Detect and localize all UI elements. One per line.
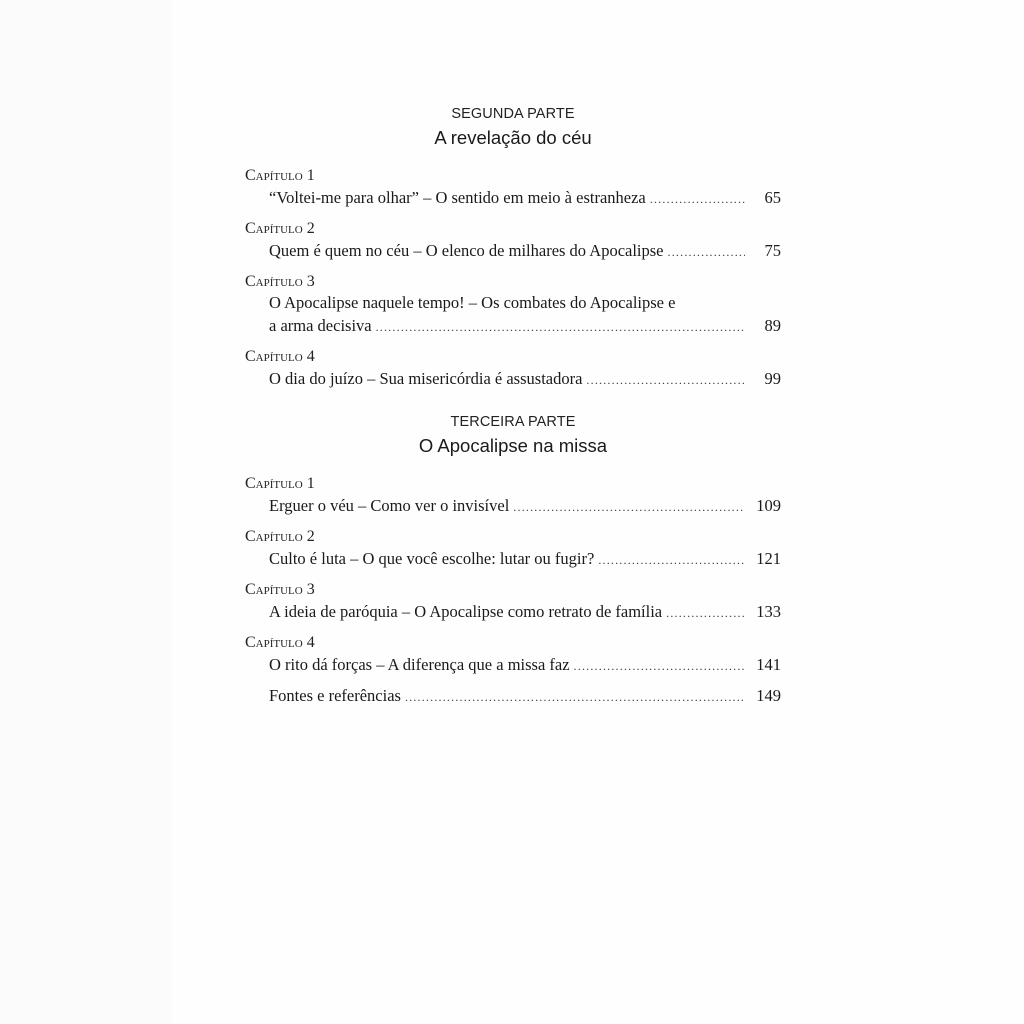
chapter-label: Capítulo 1 xyxy=(245,475,315,492)
chapter-label: Capítulo 3 xyxy=(245,273,315,290)
page-number: 65 xyxy=(764,188,781,207)
chapter-title-link[interactable] xyxy=(245,547,781,569)
dot-leader xyxy=(586,367,745,389)
part-title: O Apocalipse na missa xyxy=(418,435,608,456)
page-number: 99 xyxy=(764,369,781,388)
dot-leader xyxy=(666,600,745,622)
part-title: A revelação do céu xyxy=(434,127,592,148)
chapter-title: A ideia de paróquia – O Apocalipse como retrato de família xyxy=(269,602,663,621)
chapter-entry xyxy=(245,166,781,208)
page-number: 75 xyxy=(764,241,781,260)
sources-references-title: Fontes e referências xyxy=(269,686,401,705)
chapter-entry xyxy=(245,474,781,516)
chapter-title-link[interactable] xyxy=(245,653,781,675)
chapter-title: Quem é quem no céu – O elenco de milhares do Apocalipse xyxy=(269,241,664,260)
part-section xyxy=(245,412,781,706)
chapter-title-link[interactable] xyxy=(245,600,781,622)
page-number: 133 xyxy=(756,602,781,621)
chapter-entry xyxy=(245,272,781,336)
chapter-entry xyxy=(245,580,781,622)
chapter-label: Capítulo 4 xyxy=(245,634,315,651)
chapter-title: O dia do juízo – Sua misericórdia é assustadora xyxy=(269,369,583,388)
page-number: 89 xyxy=(764,316,781,335)
dot-leader xyxy=(598,547,745,569)
chapter-title: Culto é luta – O que você escolhe: lutar ou fugir? xyxy=(269,549,595,568)
chapter-entry xyxy=(245,219,781,261)
chapter-label: Capítulo 1 xyxy=(245,167,315,184)
chapter-label: Capítulo 4 xyxy=(245,348,315,365)
chapter-label: Capítulo 3 xyxy=(245,581,315,598)
chapter-title-line-2: a arma decisiva xyxy=(269,316,372,335)
page-number: 141 xyxy=(756,655,781,674)
chapter-entry xyxy=(245,347,781,389)
dot-leader xyxy=(668,239,745,261)
dot-leader xyxy=(650,186,745,208)
chapter-title-link[interactable] xyxy=(245,186,781,208)
dot-leader xyxy=(574,653,745,675)
chapter-title: “Voltei-me para olhar” – O sentido em meio à estranheza xyxy=(269,188,646,207)
chapter-label: Capítulo 2 xyxy=(245,220,315,237)
table-of-contents xyxy=(245,104,781,717)
chapter-entry xyxy=(245,633,781,706)
chapter-title: O rito dá forças – A diferença que a missa faz xyxy=(269,655,570,674)
chapter-title-link[interactable] xyxy=(245,367,781,389)
dot-leader xyxy=(513,494,745,516)
chapter-title: Erguer o véu – Como ver o invisível xyxy=(269,496,510,515)
part-section xyxy=(245,104,781,389)
chapter-title-link[interactable] xyxy=(245,494,781,516)
dot-leader xyxy=(376,314,745,336)
chapter-label: Capítulo 2 xyxy=(245,528,315,545)
page-number: 109 xyxy=(756,496,781,515)
part-label: TERCEIRA PARTE xyxy=(450,414,576,430)
dot-leader xyxy=(405,684,745,706)
page-number: 149 xyxy=(756,686,781,705)
chapter-entry xyxy=(245,527,781,569)
part-label: SEGUNDA PARTE xyxy=(451,106,575,122)
page-number: 121 xyxy=(756,549,781,568)
chapter-title-line-1: O Apocalipse naquele tempo! – Os combates do Apocalipse e xyxy=(269,293,676,312)
chapter-title-link[interactable] xyxy=(245,292,781,336)
sources-references-link[interactable] xyxy=(245,684,781,706)
chapter-title-link[interactable] xyxy=(245,239,781,261)
